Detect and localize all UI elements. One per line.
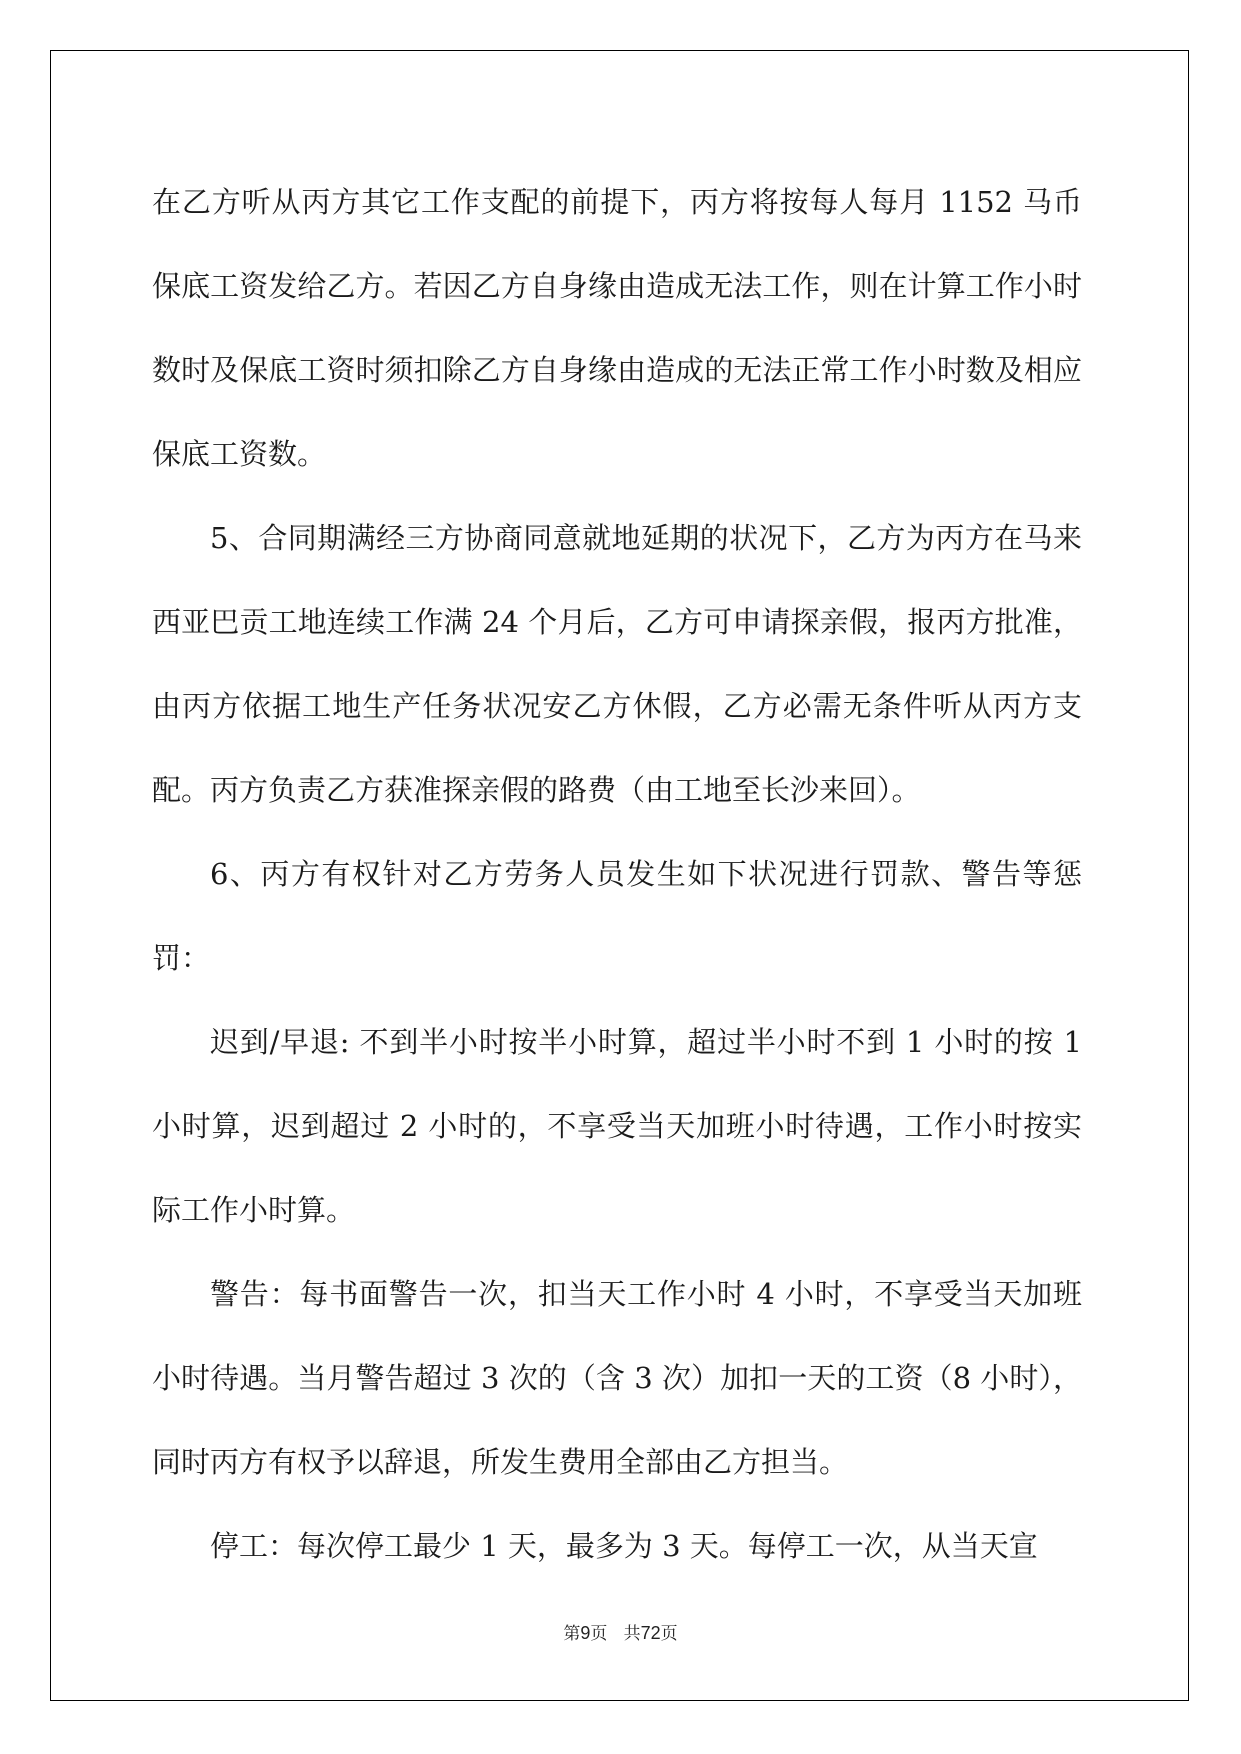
footer-suffix: 页 bbox=[660, 1624, 678, 1644]
current-page-number: 9 bbox=[580, 1623, 591, 1643]
paragraph-3: 6、丙方有权针对乙方劳务人员发生如下状况进行罚款、警告等惩罚： bbox=[152, 857, 1082, 975]
paragraph-6: 停工：每次停工最少 1 天，最多为 3 天。每停工一次，从当天宣 bbox=[210, 1529, 1038, 1563]
page-footer bbox=[0, 1619, 1241, 1644]
paragraph-1: 在乙方听从丙方其它工作支配的前提下，丙方将按每人每月 1152 马币保底工资发给乙方。若因乙方自身缘由造成无法工作，则在计算工作小时数时及保底工资时须扣除乙方自身缘由造成的无法正常工作小时数及相应保底工资数。 bbox=[152, 185, 1082, 471]
footer-prefix: 第 bbox=[563, 1624, 581, 1644]
paragraph-5: 警告：每书面警告一次，扣当天工作小时 4 小时，不享受当天加班小时待遇。当月警告超过 3 次的（含 3 次）加扣一天的工资（8 小时），同时丙方有权予以辞退，所发生费用全部由乙方担当。 bbox=[152, 1277, 1082, 1479]
document-body bbox=[152, 160, 1082, 1588]
footer-mid: 页 共 bbox=[590, 1624, 641, 1644]
paragraph-2: 5、合同期满经三方协商同意就地延期的状况下，乙方为丙方在马来西亚巴贡工地连续工作满 24 个月后，乙方可申请探亲假，报丙方批准，由丙方依据工地生产任务状况安乙方休假，乙方必需无条件听从丙方支配。丙方负责乙方获准探亲假的路费（由工地至长沙来回）。 bbox=[152, 521, 1082, 807]
paragraph-4: 迟到/早退: 不到半小时按半小时算，超过半小时不到 1 小时的按 1 小时算，迟到超过 2 小时的，不享受当天加班小时待遇，工作小时按实际工作小时算。 bbox=[152, 1025, 1082, 1227]
total-page-count: 72 bbox=[640, 1623, 661, 1643]
